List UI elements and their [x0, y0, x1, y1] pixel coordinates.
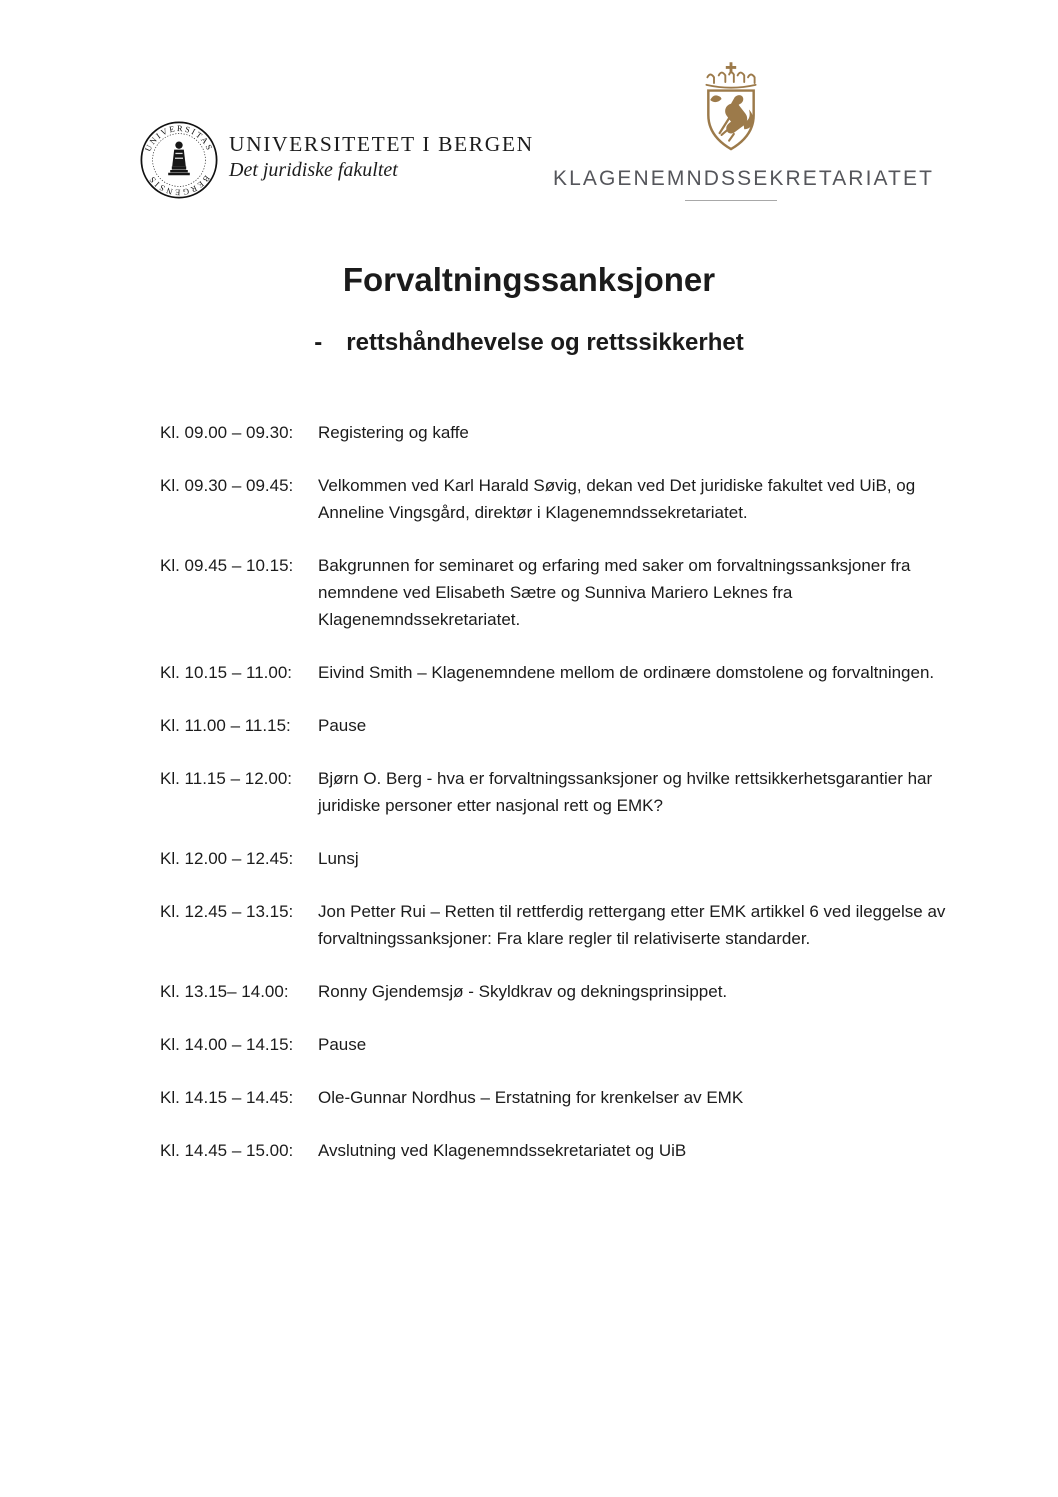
uib-seal-bottom-text: BERGENSIS [146, 173, 212, 197]
schedule-time: Kl. 14.45 – 15.00: [160, 1141, 294, 1160]
uib-department: Det juridiske fakultet [229, 158, 398, 181]
schedule-description: Pause [318, 716, 367, 735]
schedule-time: Kl. 09.00 – 09.30: [160, 423, 294, 442]
schedule-time: Kl. 14.00 – 14.15: [160, 1035, 294, 1054]
schedule-description: Velkommen ved Karl Harald Søvig, dekan ved Det juridiske fakultet ved UiB, og Anneline Vingsgård, direktør i Klagenemndssekretariatet. [318, 476, 916, 522]
schedule-description: Pause [318, 1035, 367, 1054]
svg-text:BERGENSIS [147, 174, 212, 197]
uib-logo [137, 120, 534, 200]
uib-name: UNIVERSITETET I BERGEN [229, 132, 534, 156]
schedule-row [160, 712, 960, 739]
schedule-time: Kl. 12.00 – 12.45: [160, 849, 294, 868]
subtitle-dash: - [314, 329, 323, 356]
norwegian-coat-of-arms-icon [697, 61, 765, 156]
kns-divider [685, 200, 777, 201]
schedule-row [160, 419, 960, 446]
schedule-row [160, 659, 960, 686]
schedule-description: Eivind Smith – Klagenemndene mellom de ordinære domstolene og forvaltningen. [318, 663, 935, 682]
kns-name: KLAGENEMNDSSEKRETARIATET [553, 167, 935, 190]
schedule-description: Bjørn O. Berg - hva er forvaltningssanksjoner og hvilke rettsikkerhetsgarantier har juridiske personer etter nasjonal rett og EMK? [318, 769, 933, 815]
schedule-row [160, 765, 960, 819]
schedule-row [160, 1084, 960, 1111]
schedule-row [160, 552, 960, 633]
schedule-description: Ronny Gjendemsjø - Skyldkrav og dekningsprinsippet. [318, 982, 728, 1001]
schedule-description: Jon Petter Rui – Retten til rettferdig rettergang etter EMK artikkel 6 ved ileggelse av forvaltningssanksjoner: Fra klare regler til relativiserte standarder. [318, 902, 946, 948]
schedule-description: Avslutning ved Klagenemndssekretariatet og UiB [318, 1141, 687, 1160]
schedule-description: Lunsj [318, 849, 359, 868]
subtitle-text: rettshåndhevelse og rettssikkerhet [346, 329, 744, 356]
schedule-time: Kl. 14.15 – 14.45: [160, 1088, 294, 1107]
page-title: Forvaltningssanksjoner [342, 261, 716, 298]
schedule-description: Ole-Gunnar Nordhus – Erstatning for krenkelser av EMK [318, 1088, 744, 1107]
schedule-row [160, 1031, 960, 1058]
schedule-time: Kl. 11.00 – 11.15: [160, 716, 291, 735]
schedule-time: Kl. 09.45 – 10.15: [160, 556, 294, 575]
schedule-time: Kl. 09.30 – 09.45: [160, 476, 294, 495]
uib-seal-figure [168, 142, 190, 176]
schedule-description: Bakgrunnen for seminaret og erfaring med saker om forvaltningssanksjoner fra nemndene ved Elisabeth Sætre og Sunniva Mariero Leknes fra Klagenemndssekretariatet. [318, 556, 911, 629]
schedule-row [160, 1137, 960, 1164]
schedule-row [160, 845, 960, 872]
schedule-row [160, 978, 960, 1005]
schedule-description: Registering og kaffe [318, 423, 469, 442]
kns-logo [553, 61, 935, 201]
schedule-row [160, 472, 960, 526]
schedule-time: Kl. 10.15 – 11.00: [160, 663, 293, 682]
schedule-time: Kl. 12.45 – 13.15: [160, 902, 294, 921]
schedule-row [160, 898, 960, 952]
page-subtitle [0, 329, 1058, 357]
schedule [160, 419, 960, 1190]
uib-seal-top-text: UNIVERSITAS [143, 124, 215, 154]
uib-seal-icon [137, 120, 221, 200]
schedule-time: Kl. 13.15– 14.00: [160, 982, 289, 1001]
schedule-time: Kl. 11.15 – 12.00: [160, 769, 293, 788]
